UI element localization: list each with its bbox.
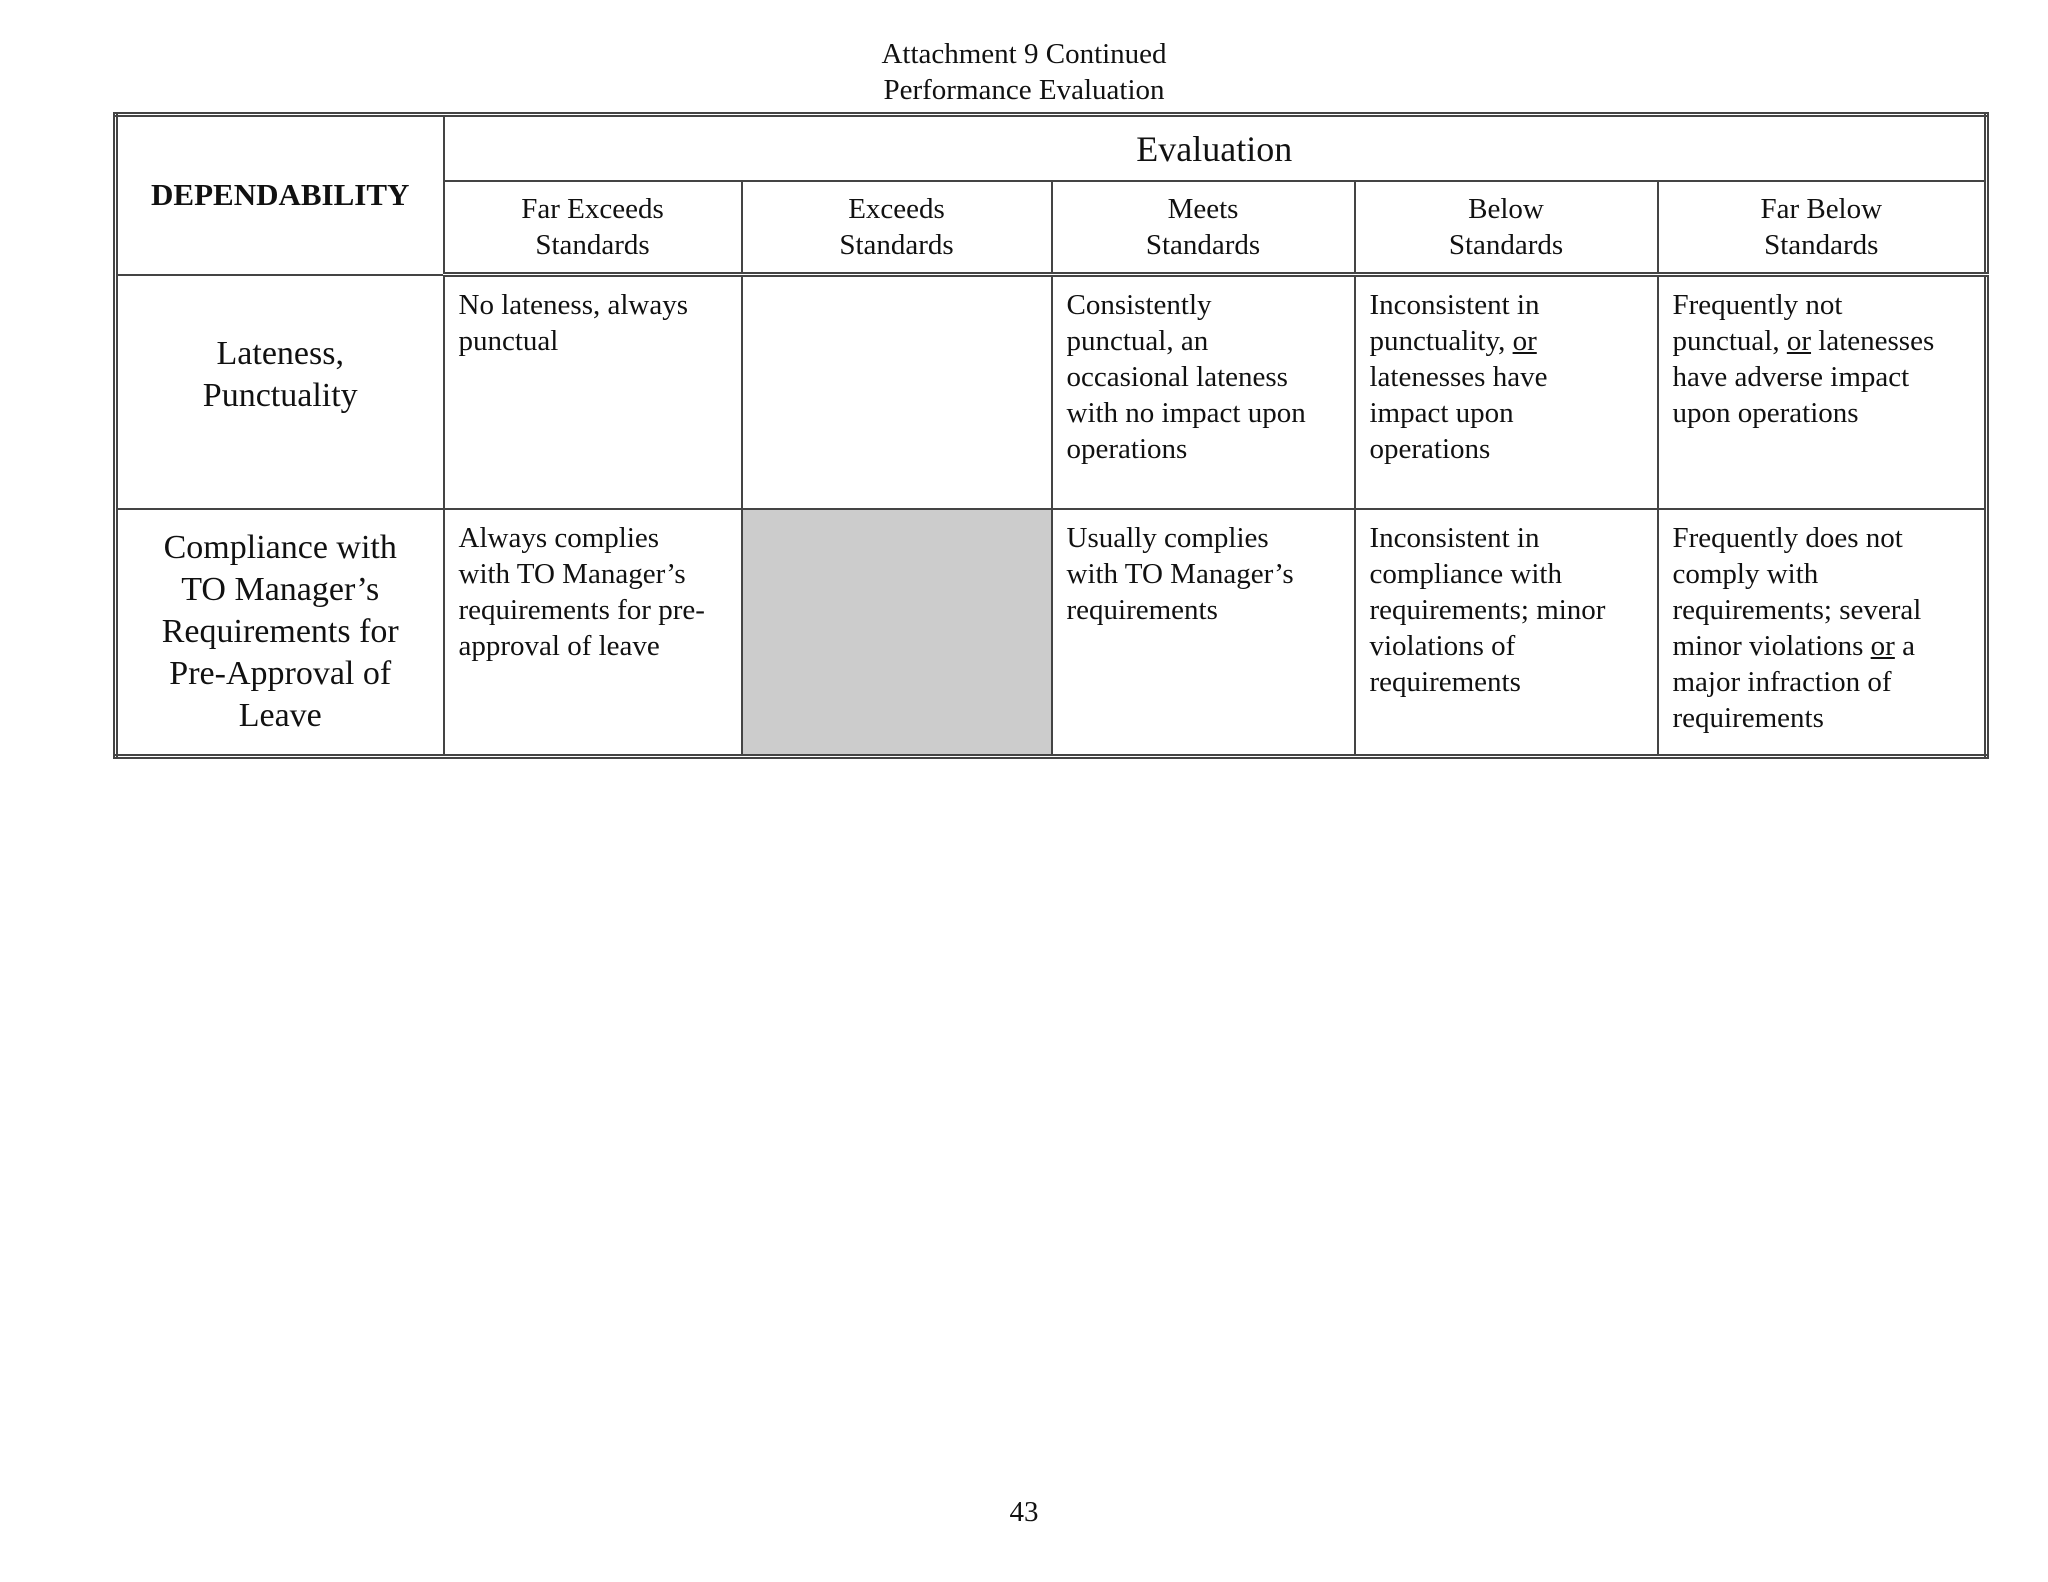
level-below: Below Standards [1355,181,1658,275]
page-number: 43 [1009,1496,1039,1528]
header-row [116,115,1987,182]
document-title: Performance Evaluation [883,74,1165,106]
table-row [116,275,1987,509]
cell-meets: Consistently punctual, an occasional lateness with no impact upon operations [1052,275,1355,509]
evaluation-heading: Evaluation [444,115,1987,182]
cell-meets: Usually complies with TO Manager’s requirements [1052,509,1355,757]
level-far-below: Far Below Standards [1658,181,1987,275]
cell-far-below: Frequently not punctual, or latenesses have adverse impact upon operations [1658,275,1987,509]
level-meets: Meets Standards [1052,181,1355,275]
page-header [0,36,2048,108]
cell-far-below: Frequently does not comply with requirements; several minor violations or a major infraction of requirements [1658,509,1987,757]
cell-exceeds-shaded [742,509,1052,757]
category-heading: DEPENDABILITY [116,115,444,275]
cell-far-exceeds: No lateness, always punctual [444,275,742,509]
table-row [116,509,1987,757]
attachment-title: Attachment 9 Continued [881,38,1167,70]
cell-far-exceeds: Always complies with TO Manager’s requirements for pre- approval of leave [444,509,742,757]
cell-below: Inconsistent in compliance with requirements; minor violations of requirements [1355,509,1658,757]
cell-exceeds-empty [742,275,1052,509]
cell-below: Inconsistent in punctuality, or latenesses have impact upon operations [1355,275,1658,509]
row-label-lateness: Lateness, Punctuality [116,275,444,509]
level-exceeds: Exceeds Standards [742,181,1052,275]
row-label-compliance: Compliance with TO Manager’s Requirements for Pre-Approval of Leave [116,509,444,757]
performance-evaluation-table [113,112,1989,759]
level-far-exceeds: Far Exceeds Standards [444,181,742,275]
